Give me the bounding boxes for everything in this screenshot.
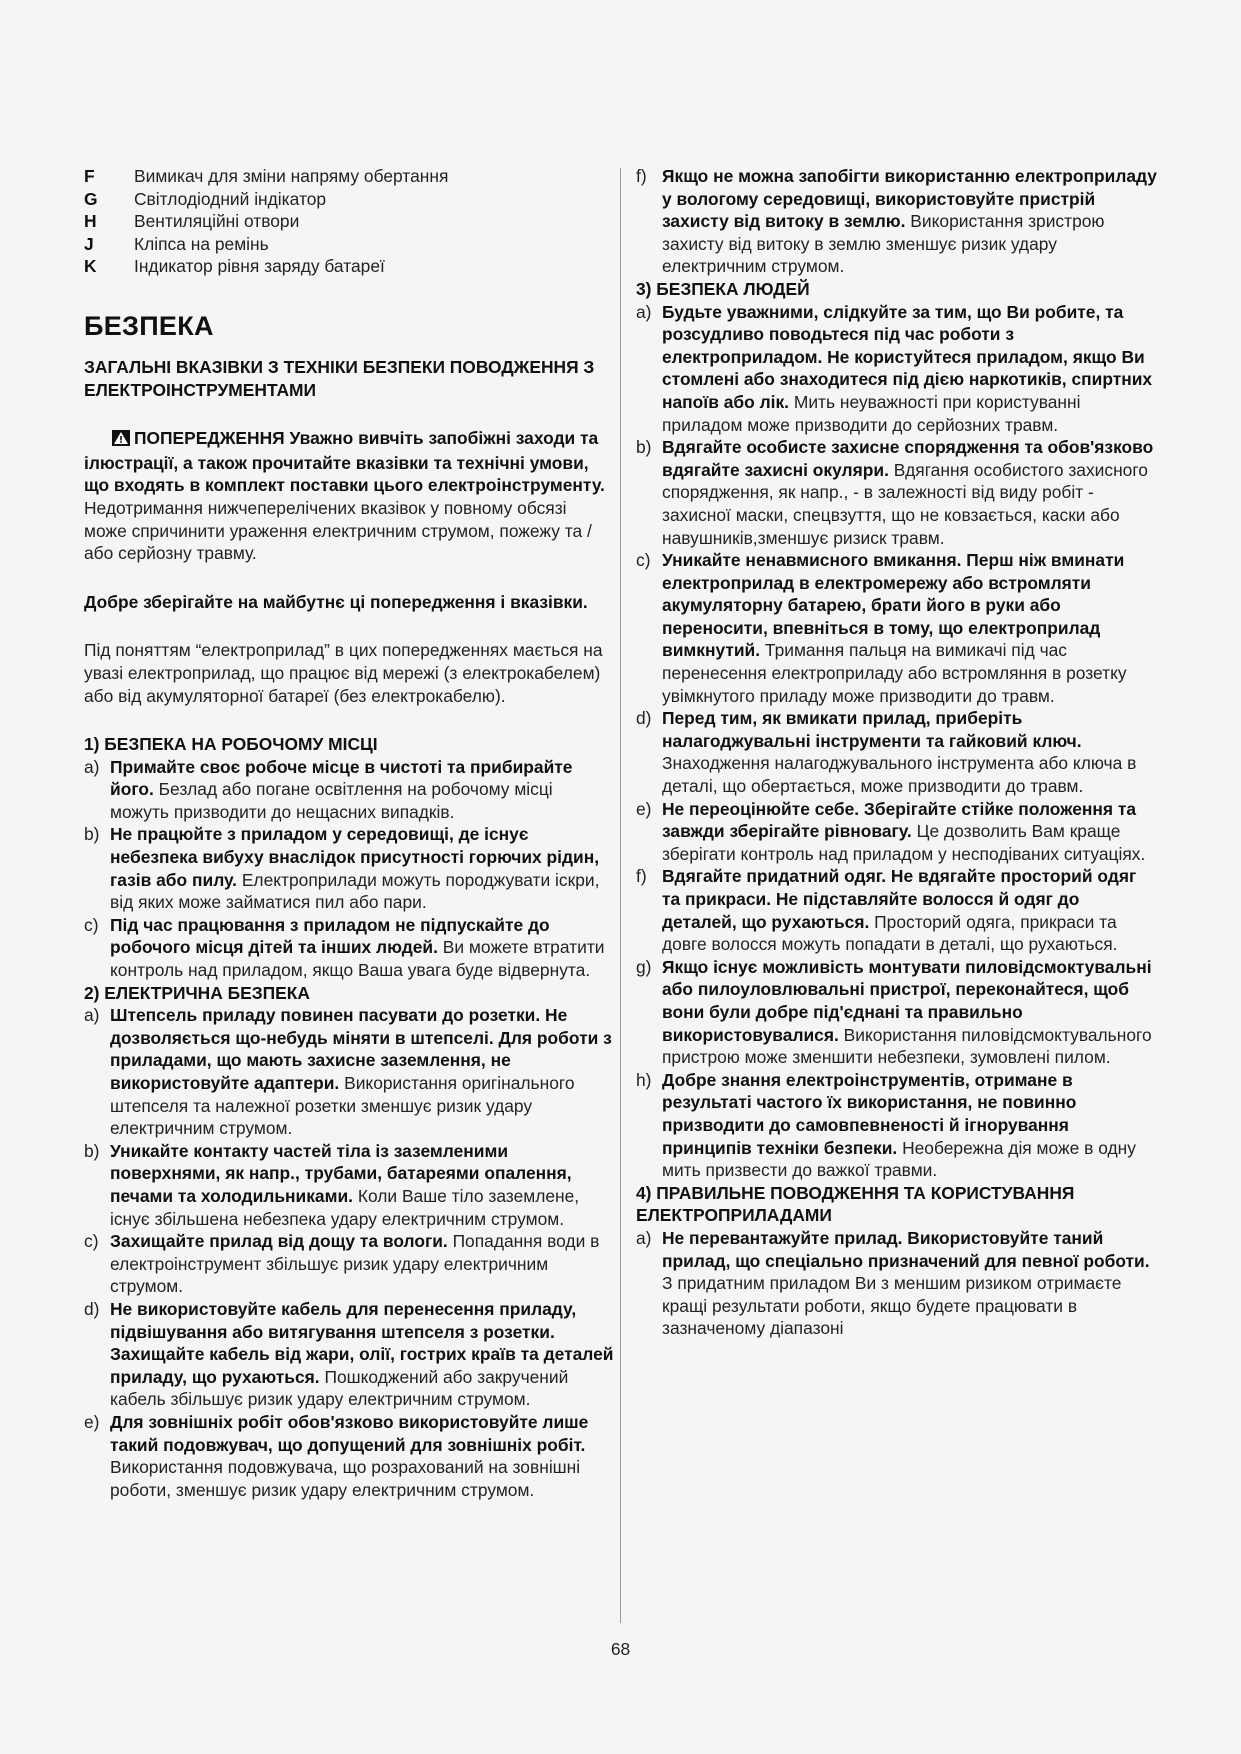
legend-item: F Вимикач для зміни напряму обертання xyxy=(84,166,449,186)
list-item: b) Не працюйте з приладом у середовищі, де існує небезпека вибуху внаслідок присутності горючих рідин, газів або пилу. Електроприлади можуть породжувати іскри, від яких може займатися пил або пари. xyxy=(84,824,600,913)
list-item: c) Під час працювання з приладом не підпускайте до робочого місця дітей та інших людей. Ви можете втратити контроль над приладом, якщо Ваша увага буде відвернута. xyxy=(84,914,605,981)
keep-note: Добре зберігайте на майбутнє ці попередження і вказівки. xyxy=(84,591,588,612)
page-number: 68 xyxy=(610,1639,631,1659)
right-column xyxy=(636,165,1158,1340)
definition-paragraph: Під поняттям “електроприлад” в цих попередженнях мається на увазі електроприлад, що працює від мережі (з електрокабелем) або від акумуляторної батареї (без електрокабелю). xyxy=(84,640,603,706)
list-item: a) Будьте уважними, слідкуйте за тим, що Ви робите, та розсудливо поводьтеся під час роботи з електроприладом. Не користуйтеся приладом, якщо Ви стомлені або знаходитеся під дією наркотиків, спиртних напоїв або лік. Мить неуважності при користуванні приладом може призводити до серйозних травм. xyxy=(636,301,1153,435)
list-item: b) Вдягайте особисте захисне спорядження та обов'язково вдягайте захисні окуляри. Вдягання особистого захисного спорядження, як напр., - в залежності від виду робіт - захисної маски, спецвзуття, що не ковзається, каски або навушників,зменшує ризиск травм. xyxy=(636,437,1154,548)
section-heading-personal: 3) БЕЗПЕКА ЛЮДЕЙ xyxy=(636,278,810,299)
legend-item: G Світлодіодний індікатор xyxy=(84,188,327,209)
left-column xyxy=(84,165,614,1501)
list-item: b) Уникайте контакту частей тіла із заземленими поверхнями, як напр., трубами, батареями опалення, печами та холодильниками. Коли Ваше тіло заземлене, існує збільшена небезпека удару електричним струмом. xyxy=(84,1140,580,1229)
list-item: d) Не використовуйте кабель для перенесення приладу, підвішування або витягування штепселя з розетки. Захищайте кабель від жари, олії, гострих країв та деталей приладу, що рухаються. Пошкоджений або закручений кабель збільшує ризик удару електричним струмом. xyxy=(84,1298,614,1410)
section-subtitle: ЗАГАЛЬНІ ВКАЗІВКИ З ТЕХНІКИ БЕЗПЕКИ ПОВОДЖЕННЯ З ЕЛЕКТРОІНСТРУМЕНТАМИ xyxy=(84,356,595,400)
section-heading-electrical: 2) ЕЛЕКТРИЧНА БЕЗПЕКА xyxy=(84,982,310,1003)
legend-item: H Вентиляційні отвори xyxy=(84,211,300,232)
list-item: e) Не переоцінюйте себе. Зберігайте стійке положення та завжди зберігайте рівновагу. Це дозволить Вам краще зберігати контроль над приладом у несподіваних ситуаціях. xyxy=(636,798,1146,864)
section-title: БЕЗПЕКА xyxy=(84,310,214,341)
list-item: c) Захищайте прилад від дощу та вологи. Попадання води в електроінструмент збільшує ризик удару електричним струмом. xyxy=(84,1231,600,1297)
list-item: f) Вдягайте придатний одяг. Не вдягайте просторий одяг та прикраси. Не підставляйте волосся й одяг до деталей, що рухаються. Просторий одяга, прикраси та довге волосся можуть попадати в деталі, що рухаються. xyxy=(636,866,1137,955)
legend-item: K Індикатор рівня заряду батареї xyxy=(84,256,385,277)
warning-bold-text: Уважно вивчіть запобіжні заходи та ілюстрації, а також прочитайте вказівки та технічні умови, що входять в комплект поставки цього електроінструменту. xyxy=(84,428,605,496)
warning-text: Недотримання нижчеперелічених вказівок у повному обсязі може спричинити ураження електричним струмом, пожежу та / або серйозну травму. xyxy=(84,497,592,564)
list-item: a) Примайте своє робоче місце в чистоті та прибирайте його. Безлад або погане освітлення на робочому місці можуть призводити до нещасних випадків. xyxy=(84,756,573,822)
list-item: f) Якщо не можна запобігти використанню електроприладу у вологому середовищі, використовуйте пристрій захисту від витоку в землю. Використання зристрою захисту від витоку в землю зменшує ризик удару електричним струмом. xyxy=(636,166,1157,277)
list-item: a) Штепсель приладу повинен пасувати до розетки. Не дозволяється що-небудь міняти в штепселі. Для роботи з приладами, що мають захисне заземлення, не використовуйте адаптери. Використання оригінального штепселя та належної розетки зменшує ризик удару електричним струмом. xyxy=(84,1005,612,1139)
warning-label: ПОПЕРЕДЖЕННЯ xyxy=(134,428,285,449)
list-item: h) Добре знання електроінструментів, отримане в результаті частого їх використання, не повинно призводити до самовпевненості й ігнорування принципів техніки безпеки. Необережна дія може в одну мить призвести до важкої травми. xyxy=(636,1069,1136,1181)
list-item: d) Перед тим, як вмикати прилад, приберіть налагоджувальні інструменти та гайковий ключ. Знаходження налагоджувального інструмента або ключа в деталі, що обертається, може призводити до травм. xyxy=(636,708,1137,797)
component-legend xyxy=(84,165,614,278)
list-item: c) Уникайте ненавмисного вмикання. Перш ніж вминати електроприлад в електромережу або встромляти акумуляторну батарею, брати його в руки або переносити, впевніться в тому, що електроприлад вимкнутий. Тримання пальця на вимикачі під час перенесення електроприладу або встромляння в розетку увімкнутого приладу може призводити до травм. xyxy=(636,550,1127,706)
list-item: e) Для зовнішніх робіт обов'язково використовуйте лише такий подовжувач, що допущений для зовнішніх робіт. Використання подовжувача, що розрахований на зовнішні роботи, зменшує ризик удару електричним струмом. xyxy=(84,1411,589,1500)
list-item: g) Якщо існує можливість монтувати пиловідсмоктувальні або пилоуловлювальні пристрої, переконайтеся, щоб вони були добре під'єднані та правильно використовувалися. Використання пиловідсмоктувального пристрою може зменшити небезпеки, зумовлені пилом. xyxy=(636,956,1152,1068)
warning-triangle-icon xyxy=(112,429,130,452)
column-divider xyxy=(620,168,621,1623)
list-item: a) Не перевантажуйте прилад. Використовуйте таний прилад, що спеціально призначений для певної роботи. З придатним приладом Ви з меншим ризиком отримаєте кращі результати роботи, якщо будете працювати в зазначеному діапазоні xyxy=(636,1227,1150,1339)
legend-item: J Кліпса на ремінь xyxy=(84,233,269,254)
section-heading-tool-use: 4) ПРАВИЛЬНЕ ПОВОДЖЕННЯ ТА КОРИСТУВАННЯ ЕЛЕКТРОПРИЛАДАМИ xyxy=(636,1182,1075,1226)
warning-paragraph xyxy=(84,427,614,565)
section-heading-workplace: 1) БЕЗПЕКА НА РОБОЧОМУ МІСЦІ xyxy=(84,734,378,755)
